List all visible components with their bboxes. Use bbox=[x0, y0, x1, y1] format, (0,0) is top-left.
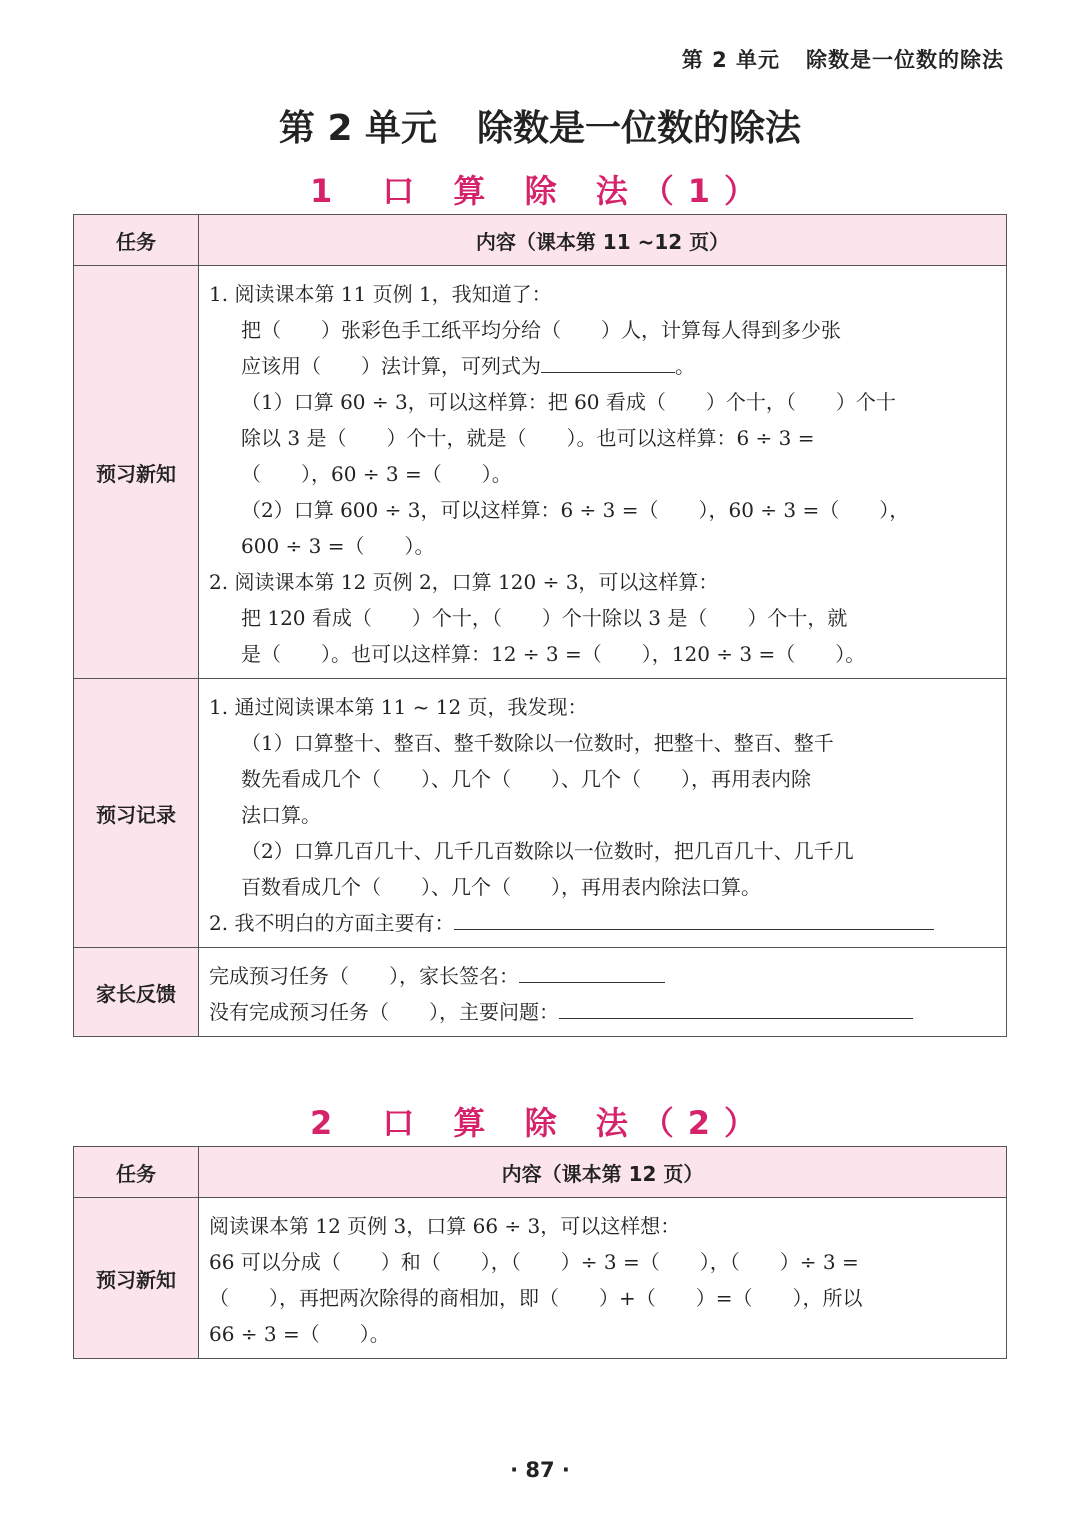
preview-new-content bbox=[199, 266, 1007, 679]
preview-new-content bbox=[199, 1198, 1007, 1359]
lesson-2-number: 2 bbox=[310, 1104, 347, 1142]
text-line: （ ），60 ÷ 3 =（ ）。 bbox=[241, 462, 512, 486]
text-line: （2）口算几百几十、几千几百数除以一位数时，把几百几十、几千几 bbox=[241, 839, 854, 863]
text-line: （1）口算整十、整百、整千数除以一位数时，把整十、整百、整千 bbox=[241, 731, 834, 755]
running-header-unit: 第 2 单元 bbox=[681, 48, 780, 72]
answer-blank[interactable] bbox=[541, 350, 675, 373]
text-segment: 完成预习任务（ ），家长签名： bbox=[209, 964, 519, 988]
text-line: 法口算。 bbox=[241, 803, 321, 827]
running-header-title: 除数是一位数的除法 bbox=[806, 48, 1004, 72]
preview-new-label: 预习新知 bbox=[74, 1198, 199, 1359]
preview-record-row bbox=[74, 679, 1007, 948]
text-segment: 没有完成预习任务（ ），主要问题： bbox=[209, 1000, 559, 1024]
text-line: （2）口算 600 ÷ 3，可以这样算：6 ÷ 3 =（ ），60 ÷ 3 =（ ）， bbox=[241, 498, 910, 522]
text-line: 1. 阅读课本第 11 页例 1，我知道了： bbox=[209, 282, 552, 306]
text-line: 除以 3 是（ ）个十，就是（ ）。也可以这样算：6 ÷ 3 = bbox=[241, 426, 815, 450]
lesson-2-title bbox=[0, 1098, 1080, 1144]
text-line: 1. 通过阅读课本第 11 ~ 12 页，我发现： bbox=[209, 695, 588, 719]
lesson-1-number: 1 bbox=[310, 172, 347, 210]
text-segment: 。 bbox=[675, 354, 695, 378]
task-column-header: 任务 bbox=[74, 1147, 199, 1198]
text-line: 数先看成几个（ ）、几个（ ）、几个（ ），再用表内除 bbox=[241, 767, 811, 791]
lesson-1-title-text: 口 算 除 法（1） bbox=[382, 172, 770, 210]
text-line bbox=[209, 348, 996, 384]
text-line: 百数看成几个（ ）、几个（ ），再用表内除法口算。 bbox=[241, 875, 761, 899]
text-line: 600 ÷ 3 =（ ）。 bbox=[241, 534, 435, 558]
lesson-1-title bbox=[0, 166, 1080, 212]
text-segment: 2. 我不明白的方面主要有： bbox=[209, 911, 455, 935]
table-header-row bbox=[74, 1147, 1007, 1198]
content-column-header: 内容（课本第 12 页） bbox=[199, 1147, 1007, 1198]
parent-feedback-row bbox=[74, 948, 1007, 1037]
unit-title bbox=[0, 100, 1080, 151]
preview-new-row bbox=[74, 1198, 1007, 1359]
text-line: （1）口算 60 ÷ 3，可以这样算：把 60 看成（ ）个十，（ ）个十 bbox=[241, 390, 896, 414]
parent-feedback-content bbox=[199, 948, 1007, 1037]
answer-blank[interactable] bbox=[454, 907, 934, 930]
text-line: 66 ÷ 3 =（ ）。 bbox=[209, 1322, 390, 1346]
lesson-2-table bbox=[73, 1146, 1007, 1359]
preview-new-row bbox=[74, 266, 1007, 679]
task-column-header: 任务 bbox=[74, 215, 199, 266]
text-line bbox=[209, 905, 996, 941]
text-line: 阅读课本第 12 页例 3，口算 66 ÷ 3，可以这样想： bbox=[209, 1214, 681, 1238]
preview-record-label: 预习记录 bbox=[74, 679, 199, 948]
unit-title-unit: 第 2 单元 bbox=[278, 108, 438, 149]
main-problem-blank[interactable] bbox=[559, 996, 913, 1019]
text-line bbox=[209, 994, 996, 1030]
table-header-row bbox=[74, 215, 1007, 266]
text-line: 把 120 看成（ ）个十，（ ）个十除以 3 是（ ）个十，就 bbox=[241, 606, 848, 630]
preview-new-label: 预习新知 bbox=[74, 266, 199, 679]
lesson-1-table bbox=[73, 214, 1007, 1037]
text-line: 66 可以分成（ ）和（ ），（ ）÷ 3 =（ ），（ ）÷ 3 = bbox=[209, 1250, 859, 1274]
text-line: 把（ ）张彩色手工纸平均分给（ ）人，计算每人得到多少张 bbox=[241, 318, 841, 342]
text-segment: 应该用（ ）法计算，可列式为 bbox=[241, 354, 541, 378]
parent-signature-blank[interactable] bbox=[519, 960, 665, 983]
text-line: （ ），再把两次除得的商相加，即（ ）+（ ）=（ ），所以 bbox=[209, 1286, 863, 1310]
lesson-2-title-text: 口 算 除 法（2） bbox=[382, 1104, 770, 1142]
parent-feedback-label: 家长反馈 bbox=[74, 948, 199, 1037]
content-column-header: 内容（课本第 11 ~12 页） bbox=[199, 215, 1007, 266]
running-header bbox=[682, 44, 1004, 74]
page-number: · 87 · bbox=[510, 1458, 570, 1482]
preview-record-content bbox=[199, 679, 1007, 948]
text-line: 2. 阅读课本第 12 页例 2，口算 120 ÷ 3，可以这样算： bbox=[209, 570, 719, 594]
text-line bbox=[209, 958, 996, 994]
unit-title-text: 除数是一位数的除法 bbox=[477, 108, 802, 149]
text-line: 是（ ）。也可以这样算：12 ÷ 3 =（ ），120 ÷ 3 =（ ）。 bbox=[241, 642, 866, 666]
